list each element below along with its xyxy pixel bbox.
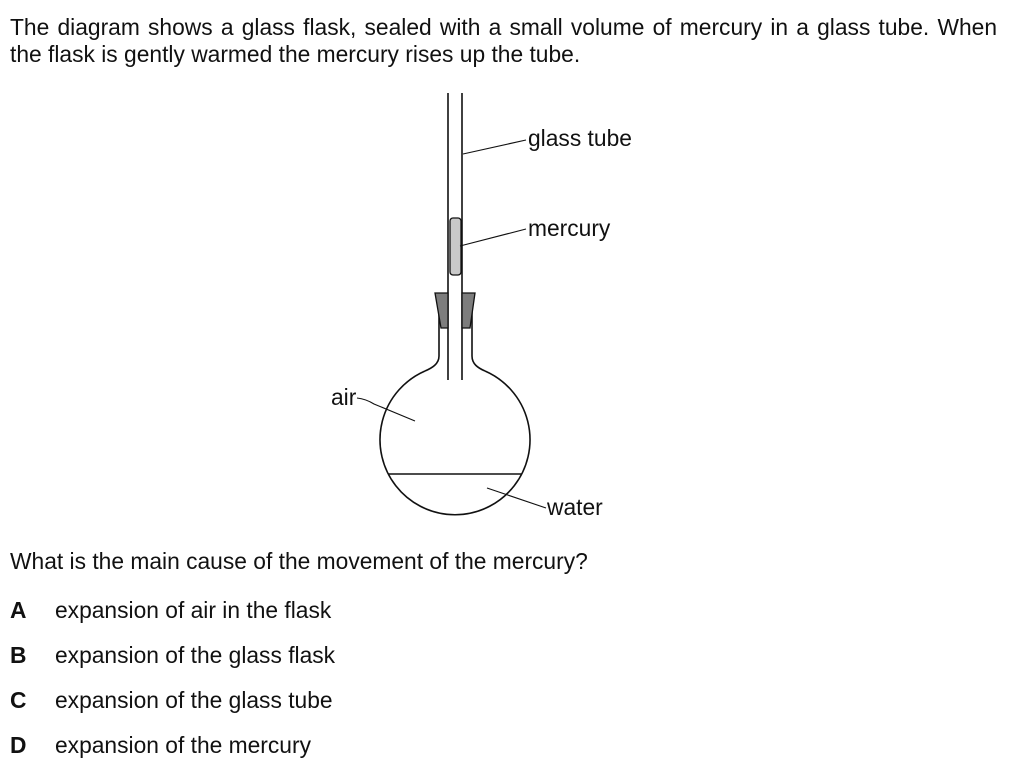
- air-label: air: [331, 384, 357, 410]
- mercury-label: mercury: [528, 215, 611, 241]
- option-letter: C: [10, 687, 27, 713]
- question-text: What is the main cause of the movement of the mercury?: [10, 548, 588, 574]
- mercury-leader-line: [460, 229, 526, 246]
- glass-tube-leader-line: [463, 140, 526, 154]
- mercury-column: [450, 218, 461, 275]
- stopper-left: [435, 293, 448, 328]
- water-label: water: [547, 494, 603, 520]
- option-letter: D: [10, 732, 27, 758]
- option-text: expansion of the glass tube: [55, 687, 333, 713]
- flask-neck-right: [472, 306, 485, 371]
- glass-tube-label: glass tube: [528, 125, 632, 151]
- option-a: [10, 597, 610, 624]
- option-d: [10, 732, 610, 759]
- water-leader-line: [487, 488, 546, 508]
- option-letter: B: [10, 642, 27, 668]
- flask-neck-left: [425, 306, 439, 371]
- intro-line-2: the flask is gently warmed the mercury rises up the tube.: [10, 41, 581, 67]
- option-text: expansion of the mercury: [55, 732, 311, 758]
- stopper-right: [462, 293, 475, 328]
- option-text: expansion of the glass flask: [55, 642, 336, 668]
- flask-bulb: [380, 371, 530, 515]
- option-b: [10, 642, 610, 669]
- option-letter: A: [10, 597, 27, 623]
- option-text: expansion of air in the flask: [55, 597, 332, 623]
- air-leader-line: [357, 398, 415, 421]
- option-c: [10, 687, 610, 714]
- intro-line-1: The diagram shows a glass flask, sealed with a small volume of mercury in a glass tube. When: [10, 14, 997, 40]
